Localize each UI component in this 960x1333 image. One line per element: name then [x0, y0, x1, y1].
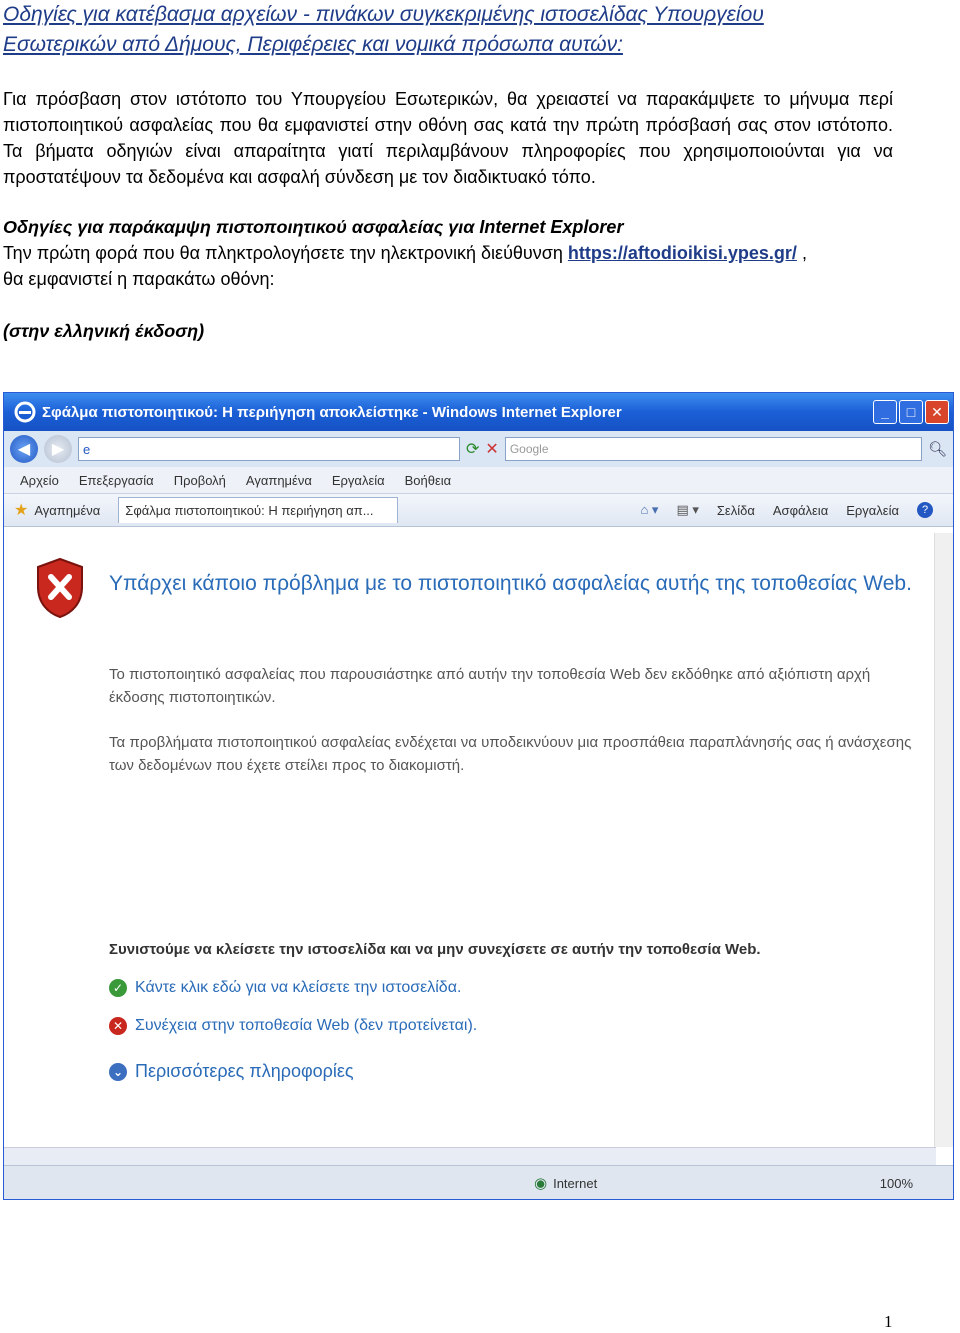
forward-button[interactable]: ▶ — [44, 435, 72, 463]
favorites-button[interactable]: Αγαπημένα — [34, 502, 101, 518]
error-heading: Υπάρχει κάποιο πρόβλημα με το πιστοποιητικό ασφαλείας αυτής της τοποθεσίας Web. — [109, 572, 912, 595]
error-page — [4, 533, 936, 1147]
search-input[interactable] — [505, 437, 922, 461]
ie-window-screenshot — [3, 392, 954, 1200]
greek-version-note: (στην ελληνική έκδοση) — [3, 321, 205, 341]
tool-page[interactable]: Σελίδα — [716, 502, 755, 518]
globe-icon: ◉ — [534, 1175, 548, 1192]
doc-title-line2: Εσωτερικών από Δήμους, Περιφέρειες και νομικά πρόσωπα αυτών: — [3, 33, 623, 56]
menu-view[interactable]: Προβολή — [173, 472, 226, 488]
more-info-text: Περισσότερες πληροφορίες — [135, 1061, 354, 1081]
intro-paragraph: Για πρόσβαση στον ιστότοπο του Υπουργείου Εσωτερικών, θα χρειαστεί να παρακάμψετε το μήνυμα περί πιστοποιητικού ασφαλείας που θα εμφανιστεί στην οθόνη σας κατά την πρώτη πρόσβασή σας στον ιστότοπο. Τα βήματα οδηγιών είναι απαραίτητα γιατί περιλαμβάνουν πληροφορίες που χρησιμοποιούνται για να προστατέψουν τα δεδομένα και ασφαλή σύνδεση με τον διαδικτυακό τόπο. — [3, 89, 893, 187]
error-paragraph-1: Το πιστοποιητικό ασφαλείας που παρουσιάστηκε από αυτήν την τοποθεσία Web δεν εκδόθηκε από αξιόπιστη αρχή έκδοσης πιστοποιητικών. — [109, 666, 871, 706]
address-bar-row — [4, 431, 953, 467]
first-time-paragraph — [3, 240, 893, 292]
print-icon[interactable]: ▤ ▾ — [676, 502, 699, 517]
stop-icon[interactable]: ✕ — [485, 441, 499, 458]
red-x-shield-icon: ✕ — [109, 1017, 127, 1035]
after-url: , — [801, 243, 807, 263]
screen-text: θα εμφανιστεί η παρακάτω οθόνη: — [3, 269, 275, 289]
vertical-scrollbar[interactable] — [934, 533, 953, 1147]
recommendation-text: Συνιστούμε να κλείσετε την ιστοσελίδα και να μην συνεχίσετε σε αυτήν την τοποθεσία Web. — [109, 941, 761, 958]
page-icon: e — [83, 441, 91, 457]
close-window-button[interactable]: ✕ — [925, 400, 949, 424]
ie-title-bar — [4, 393, 953, 431]
menu-file[interactable]: Αρχείο — [20, 472, 59, 488]
minimize-button[interactable]: _ — [873, 400, 897, 424]
favorites-star-icon: ★ — [14, 502, 29, 519]
document-body — [3, 0, 893, 344]
maximize-button[interactable]: □ — [899, 400, 923, 424]
error-shield-icon — [34, 557, 86, 619]
status-bar — [4, 1165, 953, 1200]
ie-window-title: Σφάλμα πιστοποιητικού: Η περιήγηση αποκλείστηκε - Windows Internet Explorer — [42, 403, 622, 421]
doc-title-line1: Οδηγίες για κατέβασμα αρχείων - πινάκων συγκεκριμένης ιστοσελίδας Υπουργείου — [3, 3, 764, 26]
chevron-down-icon: ⌄ — [109, 1063, 127, 1081]
help-icon[interactable]: ? — [917, 502, 933, 518]
horizontal-scrollbar[interactable] — [4, 1147, 936, 1166]
more-info-link[interactable] — [109, 1061, 354, 1082]
browser-tab[interactable] — [118, 497, 398, 523]
menu-help[interactable]: Βοήθεια — [404, 472, 452, 488]
ie-logo-icon — [14, 401, 36, 423]
tab-title: Σφάλμα πιστοποιητικού: Η περιήγηση απ... — [125, 503, 374, 518]
tool-safety[interactable]: Ασφάλεια — [772, 502, 829, 518]
menu-tools[interactable]: Εργαλεία — [331, 472, 385, 488]
first-time-text: Την πρώτη φορά που θα πληκτρολογήσετε την ηλεκτρονική διεύθυνση — [3, 243, 563, 263]
menu-edit[interactable]: Επεξεργασία — [78, 472, 154, 488]
close-page-link[interactable] — [109, 979, 461, 997]
back-button[interactable]: ◀ — [10, 435, 38, 463]
menu-favorites[interactable]: Αγαπημένα — [245, 472, 312, 488]
status-zone: Internet — [553, 1175, 598, 1191]
page-number: 1 — [884, 1312, 893, 1331]
menu-bar — [4, 467, 953, 494]
address-input[interactable] — [78, 437, 460, 461]
continue-link[interactable] — [109, 1017, 477, 1035]
favorites-bar — [4, 494, 953, 527]
search-placeholder: Google — [509, 442, 549, 456]
home-icon[interactable]: ⌂ ▾ — [640, 502, 659, 517]
continue-text: Συνέχεια στην τοποθεσία Web (δεν προτείνεται). — [135, 1017, 478, 1034]
ministry-url-link[interactable]: https://aftodioikisi.ypes.gr/ — [567, 243, 797, 263]
close-page-text: Κάντε κλικ εδώ για να κλείσετε την ιστοσελίδα. — [135, 979, 462, 996]
error-paragraph-2: Τα προβλήματα πιστοποιητικού ασφαλείας ενδέχεται να υποδεικνύουν μια προσπάθεια παραπλάνησής σας ή ανάσχεσης των δεδομένων που έχετε στείλει προς το διακομιστή. — [109, 734, 912, 774]
zoom-level[interactable]: 100% — [879, 1175, 913, 1191]
search-icon[interactable]: 🔍︎ — [927, 441, 947, 458]
ie-heading: Οδηγίες για παράκαμψη πιστοποιητικού ασφαλείας για Internet Explorer — [3, 217, 624, 237]
tool-tools[interactable]: Εργαλεία — [846, 502, 899, 518]
green-check-icon: ✓ — [109, 979, 127, 997]
refresh-icon[interactable]: ⟳ — [466, 441, 480, 458]
